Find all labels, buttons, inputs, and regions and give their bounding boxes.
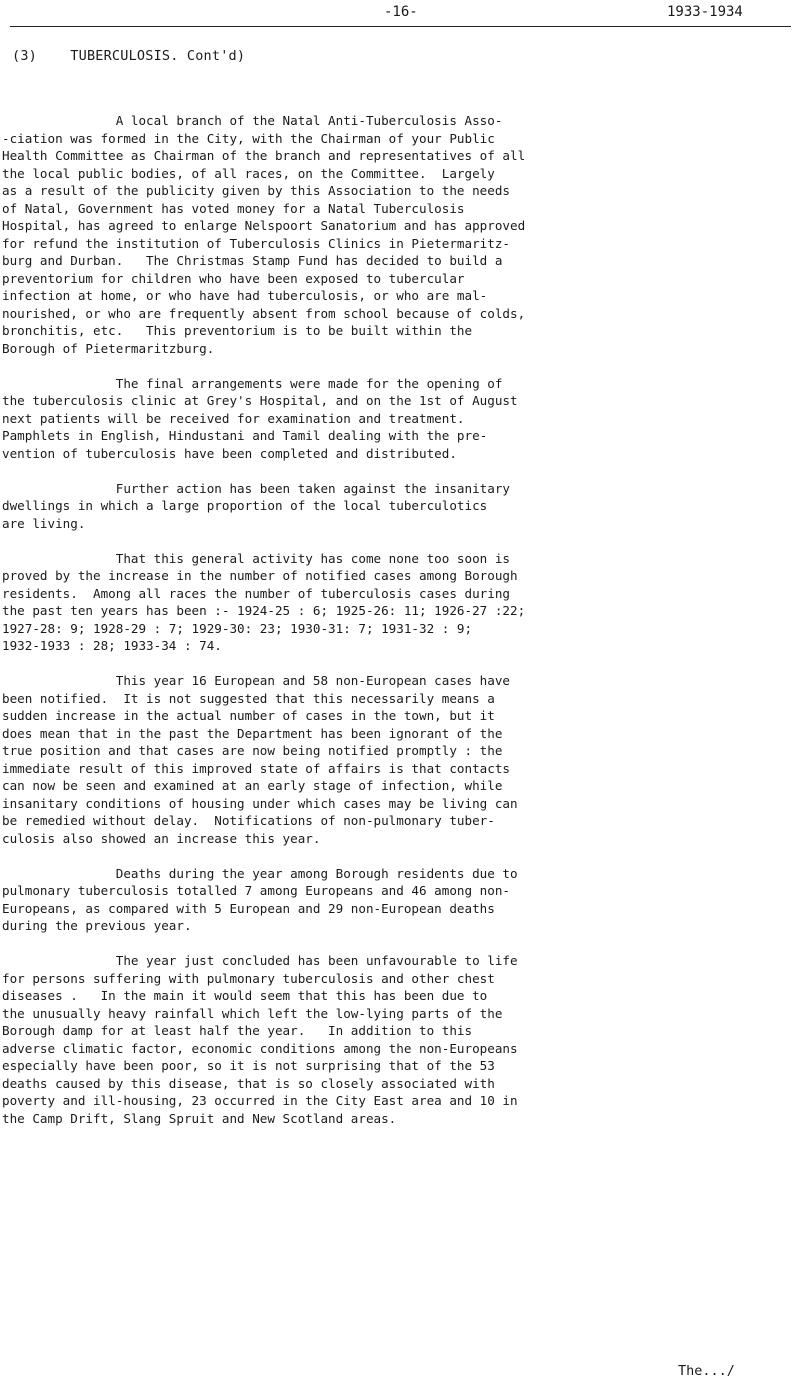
paragraph-clinic-arrangements: The final arrangements were made for the opening of the tuberculosis clinic at Grey's Hospital, and on the 1st of August next patients will be received for examination and treatment. Pamphlets in English, Hindustani and Tamil dealing with the pre- vention of tuberculosis have been completed and distributed. (2, 375, 518, 461)
paragraph-insanitary-dwellings: Further action has been taken against the insanitary dwellings in which a large proportion of the local tuberculotics are living. (2, 480, 510, 531)
paragraph-deaths: Deaths during the year among Borough residents due to pulmonary tuberculosis totalled 7 among Europeans and 46 among non- Europeans, as compared with 5 European and 29 non-European deaths during the previous year. (2, 865, 518, 933)
paragraph-case-statistics: That this general activity has come none too soon is proved by the increase in the number of notified cases among Borough residents. Among all races the number of tuberculosis cases during the past ten years has been :- 1924-25 : 6; 1925-26: 11; 1926-27 :22; 1927-28: 9; 1928-29 : 7; 1929-30: 23; 1930-31: 7; 1931-32 : 9; 1932-1933 : 28; 1933-34 : 74. (2, 550, 526, 653)
section-heading: (3) TUBERCULOSIS. Cont'd) (12, 48, 246, 64)
continuation-marker: The.../ (678, 1363, 735, 1379)
paragraph-unfavourable-year: The year just concluded has been unfavourable to life for persons suffering with pulmonary tuberculosis and other chest diseases . In the main it would seem that this has been due to the unusually heavy rainfall which left the low-lying parts of the Borough damp for at least half the year. In addition to this adverse climatic factor, economic conditions among the non-Europeans especially have been poor, so it is not surprising that of the 53 deaths caused by this disease, that is so closely associated with poverty and ill-housing, 23 occurred in the City East area and 10 in the Camp Drift, Slang Spruit and New Scotland areas. (2, 953, 518, 1126)
page-number: -16- (384, 4, 418, 20)
report-year: 1933-1934 (667, 4, 743, 20)
header-rule (10, 26, 791, 27)
paragraph-notifications: This year 16 European and 58 non-European cases have been notified. It is not suggested that this necessarily means a sudden increase in the actual number of cases in the town, but it does mean that in the past the Department has been ignorant of the true position and that cases are now being notified promptly : the immediate result of this improved state of affairs is that contacts can now be seen and examined at an early stage of infection, while insanitary conditions of housing under which cases may be living can be remedied without delay. Notifications of non-pulmonary tuber- culosis also showed an increase this year. (2, 673, 518, 846)
page-header (0, 4, 801, 26)
body-text (2, 112, 799, 1145)
paragraph-association: A local branch of the Natal Anti-Tuberculosis Asso- -ciation was formed in the City, with the Chairman of your Public Health Committee as Chairman of the branch and representatives of all the local public bodies, of all races, on the Committee. Largely as a result of the publicity given by this Association to the needs of Natal, Government has voted money for a Natal Tuberculosis Hospital, has agreed to enlarge Nelspoort Sanatorium and has approved for refund the institution of Tuberculosis Clinics in Pietermaritz- burg and Durban. The Christmas Stamp Fund has decided to build a preventorium for children who have been exposed to tubercular infection at home, or who have had tuberculosis, or who are mal- nourished, or who are frequently absent from school because of colds, bronchitis, etc. This preventorium is to be built within the Borough of Pietermaritzburg. (2, 113, 526, 356)
